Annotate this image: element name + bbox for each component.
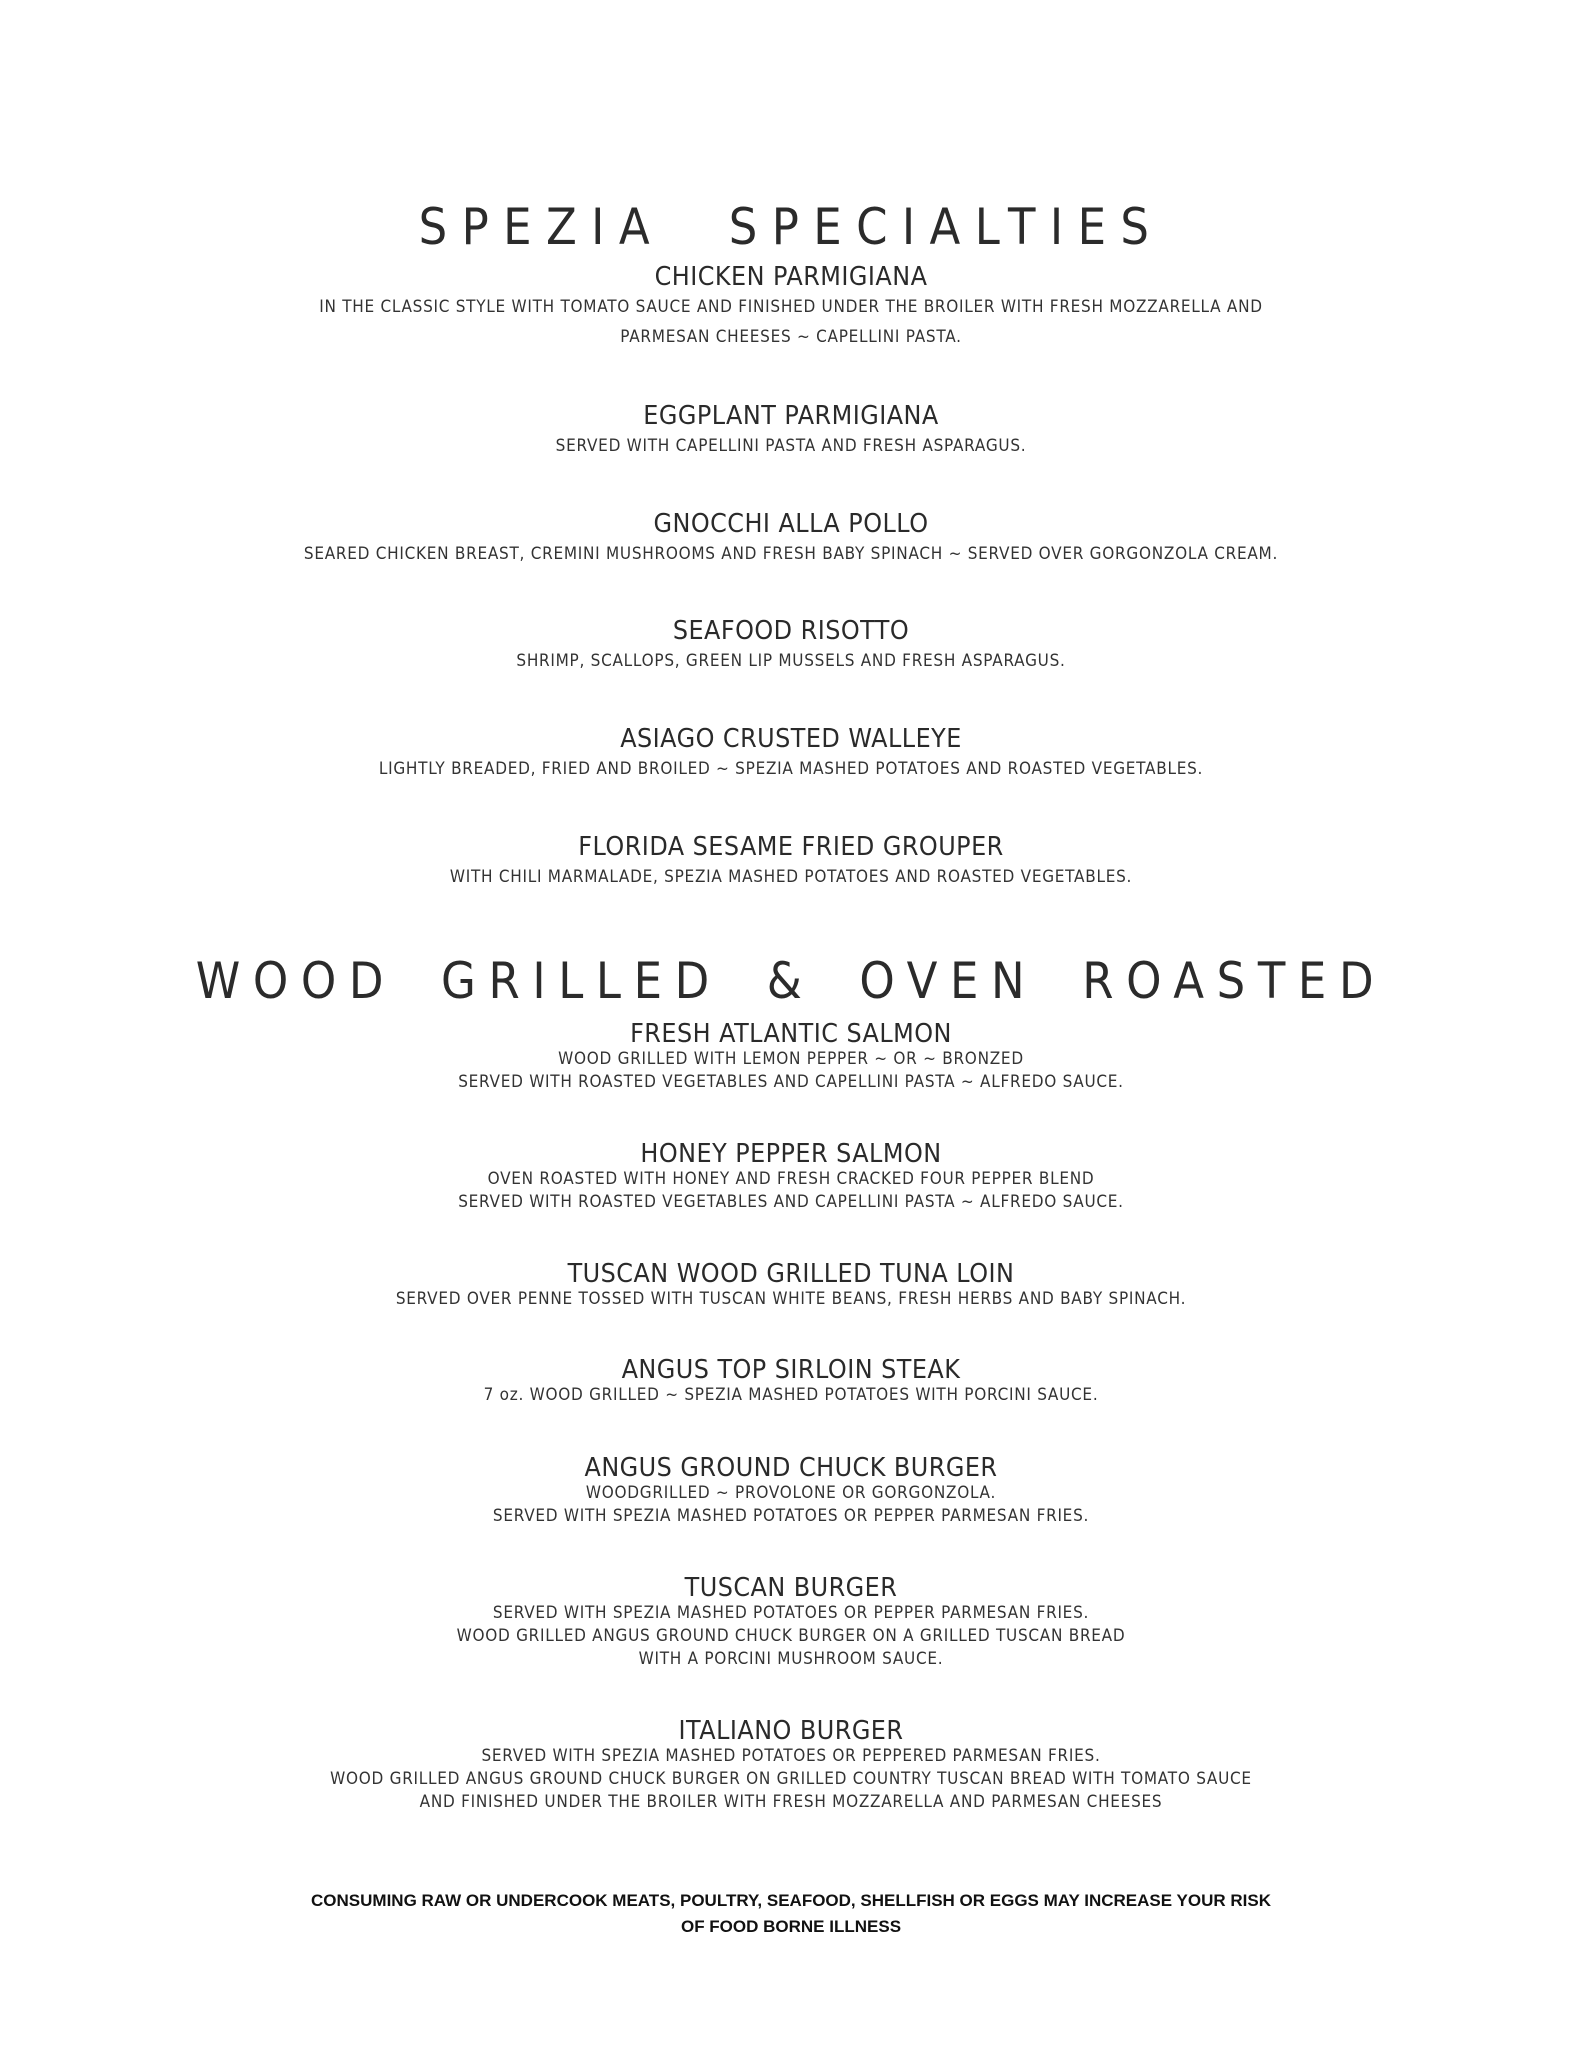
- menu-item-gnocchi-alla-pollo: [0, 509, 1582, 569]
- menu-item-seafood-risotto: [0, 616, 1582, 676]
- section-title-wood-grilled: WOOD GRILLED & OVEN ROASTED: [195, 952, 1387, 1010]
- section-title-specialties: SPEZIA SPECIALTIES: [418, 198, 1164, 256]
- item-desc-line: LIGHTLY BREADED, FRIED AND BROILED ~ SPEZIA MASHED POTATOES AND ROASTED VEGETABLES.: [378, 759, 1204, 779]
- item-name: EGGPLANT PARMIGIANA: [643, 401, 939, 431]
- item-desc-line: SERVED WITH CAPELLINI PASTA AND FRESH ASPARAGUS.: [555, 436, 1027, 456]
- item-name: TUSCAN WOOD GRILLED TUNA LOIN: [567, 1259, 1015, 1289]
- menu-item-chicken-parmigiana: [0, 262, 1582, 352]
- menu-item-fresh-atlantic-salmon: [0, 1020, 1582, 1094]
- item-desc-line: WOOD GRILLED ANGUS GROUND CHUCK BURGER ON GRILLED COUNTRY TUSCAN BREAD WITH TOMATO SAUCE: [330, 1769, 1252, 1789]
- item-desc-line: WITH A PORCINI MUSHROOM SAUCE.: [638, 1649, 944, 1669]
- item-desc-line: PARMESAN CHEESES ~ CAPELLINI PASTA.: [620, 327, 962, 347]
- item-desc-line: SERVED OVER PENNE TOSSED WITH TUSCAN WHITE BEANS, FRESH HERBS AND BABY SPINACH.: [395, 1289, 1187, 1309]
- menu-item-tuscan-burger: [0, 1574, 1582, 1671]
- item-name: ITALIANO BURGER: [678, 1716, 904, 1746]
- menu-item-angus-top-sirloin: [0, 1356, 1582, 1407]
- item-name: TUSCAN BURGER: [684, 1573, 898, 1603]
- menu-item-florida-sesame-fried-grouper: [0, 832, 1582, 892]
- item-desc-line: SERVED WITH SPEZIA MASHED POTATOES OR PEPPER PARMESAN FRIES.: [492, 1603, 1090, 1623]
- food-safety-disclaimer: [0, 1888, 1582, 1940]
- item-desc-line: 7 oz. WOOD GRILLED ~ SPEZIA MASHED POTATOES WITH PORCINI SAUCE.: [483, 1385, 1099, 1405]
- disclaimer-line: OF FOOD BORNE ILLNESS: [680, 1917, 902, 1936]
- item-name: FRESH ATLANTIC SALMON: [630, 1019, 952, 1049]
- item-desc-line: SERVED WITH ROASTED VEGETABLES AND CAPELLINI PASTA ~ ALFREDO SAUCE.: [458, 1192, 1124, 1212]
- item-desc-line: WOOD GRILLED ANGUS GROUND CHUCK BURGER ON A GRILLED TUSCAN BREAD: [456, 1626, 1126, 1646]
- item-name: FLORIDA SESAME FRIED GROUPER: [578, 832, 1004, 862]
- item-desc-line: WITH CHILI MARMALADE, SPEZIA MASHED POTATOES AND ROASTED VEGETABLES.: [449, 867, 1133, 887]
- item-name: ANGUS GROUND CHUCK BURGER: [584, 1453, 998, 1483]
- item-name: ANGUS TOP SIRLOIN STEAK: [621, 1355, 961, 1385]
- item-desc-line: WOODGRILLED ~ PROVOLONE OR GORGONZOLA.: [585, 1483, 997, 1503]
- item-name: ASIAGO CRUSTED WALLEYE: [620, 724, 962, 754]
- menu-item-honey-pepper-salmon: [0, 1140, 1582, 1214]
- menu-item-tuscan-tuna-loin: [0, 1260, 1582, 1311]
- item-name: GNOCCHI ALLA POLLO: [653, 509, 929, 539]
- item-desc-line: SHRIMP, SCALLOPS, GREEN LIP MUSSELS AND FRESH ASPARAGUS.: [516, 651, 1066, 671]
- disclaimer-line: CONSUMING RAW OR UNDERCOOK MEATS, POULTRY, SEAFOOD, SHELLFISH OR EGGS MAY INCREASE YOUR RISK: [311, 1891, 1271, 1910]
- item-desc-line: SERVED WITH ROASTED VEGETABLES AND CAPELLINI PASTA ~ ALFREDO SAUCE.: [458, 1072, 1124, 1092]
- item-desc-line: SERVED WITH SPEZIA MASHED POTATOES OR PEPPERED PARMESAN FRIES.: [481, 1746, 1101, 1766]
- item-name: CHICKEN PARMIGIANA: [654, 262, 928, 292]
- item-desc-line: IN THE CLASSIC STYLE WITH TOMATO SAUCE AND FINISHED UNDER THE BROILER WITH FRESH MOZZARELLA AND: [319, 297, 1263, 317]
- menu-item-italiano-burger: [0, 1717, 1582, 1814]
- item-desc-line: AND FINISHED UNDER THE BROILER WITH FRESH MOZZARELLA AND PARMESAN CHEESES: [419, 1792, 1163, 1812]
- item-name: HONEY PEPPER SALMON: [640, 1139, 942, 1169]
- item-desc-line: OVEN ROASTED WITH HONEY AND FRESH CRACKED FOUR PEPPER BLEND: [487, 1169, 1095, 1189]
- menu-item-eggplant-parmigiana: [0, 401, 1582, 461]
- item-desc-line: WOOD GRILLED WITH LEMON PEPPER ~ OR ~ BRONZED: [558, 1049, 1024, 1069]
- menu-item-asiago-crusted-walleye: [0, 724, 1582, 784]
- item-desc-line: SERVED WITH SPEZIA MASHED POTATOES OR PEPPER PARMESAN FRIES.: [492, 1506, 1090, 1526]
- menu-item-angus-chuck-burger: [0, 1454, 1582, 1528]
- item-name: SEAFOOD RISOTTO: [672, 616, 910, 646]
- item-desc-line: SEARED CHICKEN BREAST, CREMINI MUSHROOMS AND FRESH BABY SPINACH ~ SERVED OVER GORGONZOLA CREAM.: [303, 544, 1279, 564]
